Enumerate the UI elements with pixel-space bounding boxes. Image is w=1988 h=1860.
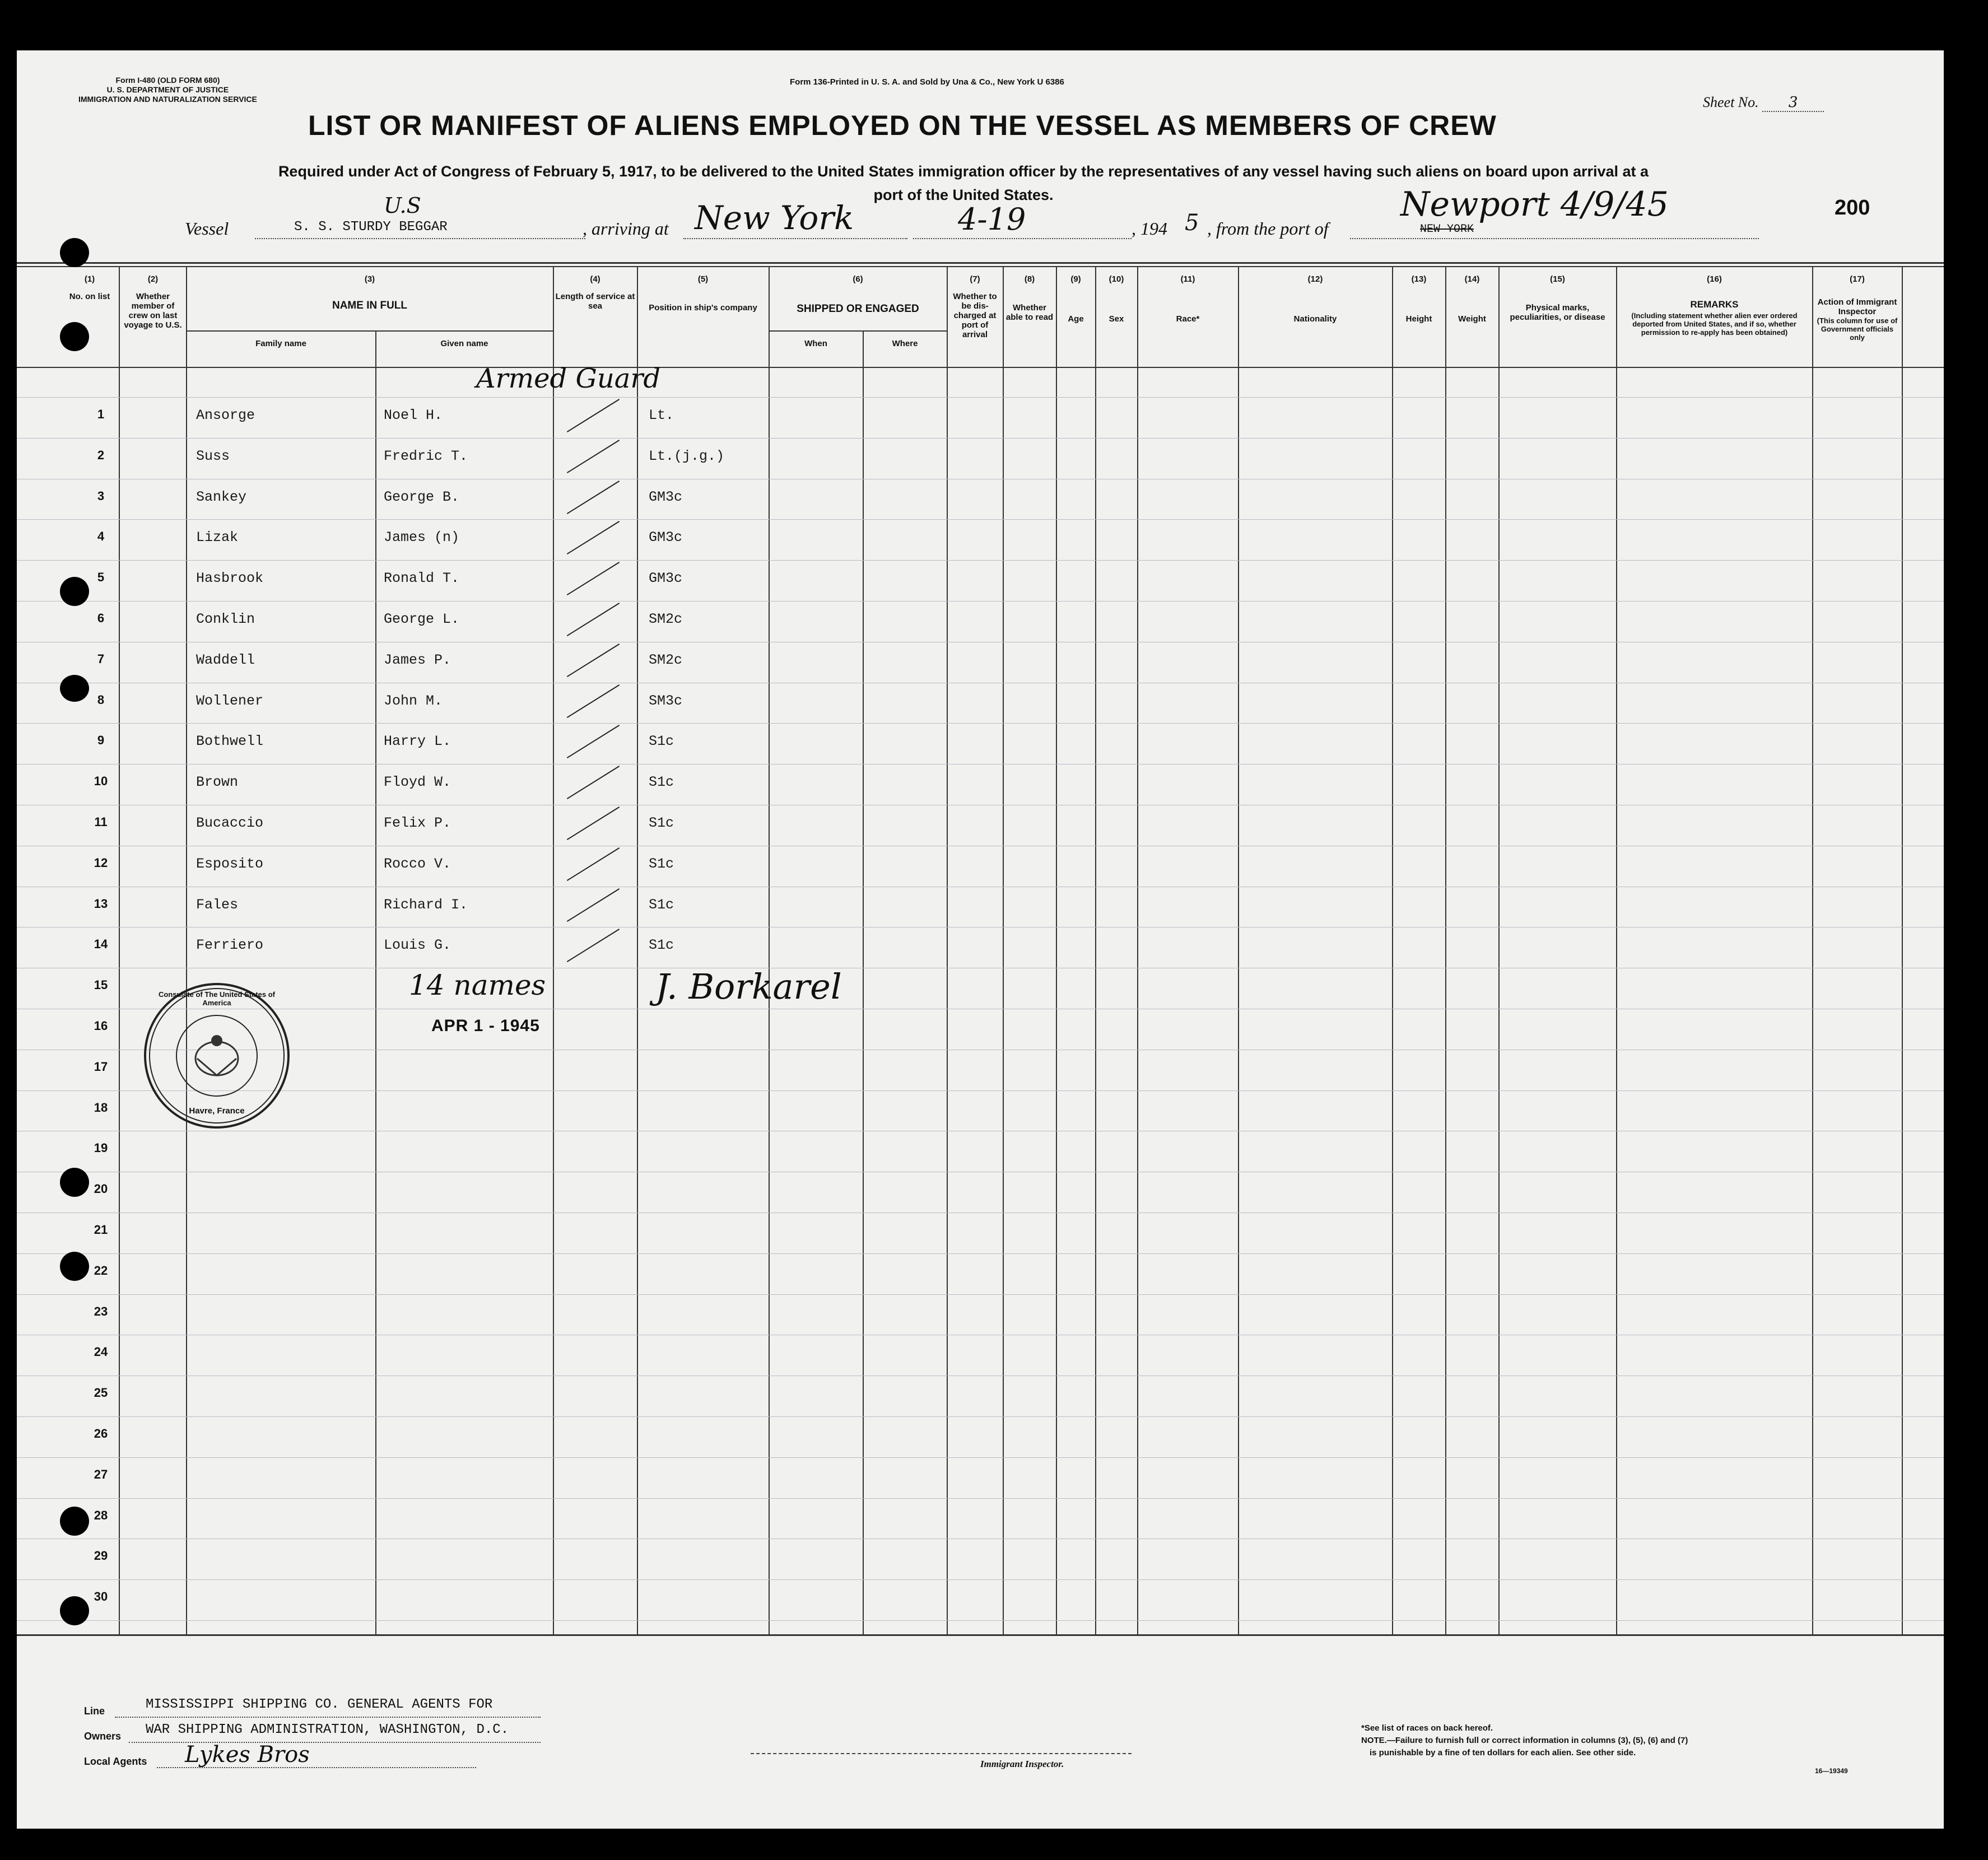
form-id-line3: IMMIGRATION AND NATURALIZATION SERVICE	[78, 95, 257, 104]
position: GM3c	[649, 489, 683, 505]
signature: J. Borkarel	[655, 966, 842, 1007]
col6-sub-when: When	[804, 339, 827, 348]
row-number: 12	[94, 856, 108, 870]
position: S1c	[649, 733, 674, 749]
col4-header: (4) Length of service at sea	[555, 274, 635, 311]
row-rule	[17, 560, 1944, 561]
col3-header: (3) NAME IN FULL	[332, 274, 408, 311]
service-dash-mark	[567, 725, 620, 758]
row-rule	[17, 1090, 1944, 1091]
col3-sub-family: Family name	[255, 339, 306, 348]
given-name: Rocco V.	[384, 856, 451, 872]
footer-owners-label: Owners	[84, 1731, 122, 1742]
given-name: John M.	[384, 693, 443, 709]
position: S1c	[649, 774, 674, 790]
position: Lt.(j.g.)	[649, 448, 725, 464]
from-port-typed: NEW YORK	[1420, 223, 1474, 236]
service-dash-mark	[567, 807, 620, 840]
given-name: Felix P.	[384, 815, 451, 831]
footer-agents-value: Lykes Bros	[185, 1742, 310, 1768]
vessel-prefix: U.S	[384, 193, 421, 218]
row-number: 25	[94, 1386, 108, 1400]
row-number: 5	[97, 570, 105, 584]
row-rule	[17, 1416, 1944, 1417]
position: SM2c	[649, 652, 683, 668]
service-dash-mark	[567, 603, 620, 636]
family-name: Suss	[196, 448, 230, 464]
col10-header: (10) Sex	[1109, 274, 1124, 324]
row-rule	[17, 1498, 1944, 1499]
sheet-number: 3	[1762, 94, 1824, 112]
footer-notes	[1361, 1722, 1899, 1759]
row-number: 21	[94, 1223, 108, 1237]
punch-hole	[60, 1168, 89, 1197]
row-number: 3	[97, 489, 105, 503]
punch-hole	[60, 1252, 89, 1281]
from-port-handwritten: Newport 4/9/45	[1400, 185, 1669, 224]
subtitle-line2: port of the United States.	[873, 187, 1054, 203]
sheet-number-field	[1703, 94, 1824, 112]
form-id-line2: U. S. DEPARTMENT OF JUSTICE	[106, 85, 229, 94]
service-dash-mark	[567, 399, 620, 432]
given-name: James (n)	[384, 529, 460, 546]
date-stamp: APR 1 - 1945	[431, 1017, 540, 1035]
punch-hole	[60, 322, 89, 351]
service-dash-mark	[567, 440, 620, 473]
col6-header: (6) SHIPPED OR ENGAGED	[797, 274, 919, 315]
service-dash-mark	[567, 766, 620, 799]
row-number: 30	[94, 1589, 108, 1603]
position: GM3c	[649, 570, 683, 586]
col17-header: (17) Action of Immigrant Inspector (This column for use of Government officials only	[1817, 274, 1898, 342]
row-rule	[17, 1253, 1944, 1254]
seal-text-bottom: Havre, France	[189, 1106, 245, 1116]
row-number: 7	[97, 652, 105, 666]
col6-sub-where: Where	[892, 339, 918, 348]
family-name: Bothwell	[196, 733, 264, 749]
family-name: Sankey	[196, 489, 247, 505]
service-dash-mark	[567, 929, 620, 962]
row-number: 23	[94, 1304, 108, 1318]
col13-header: (13) Height	[1405, 274, 1432, 324]
col1-header: (1) No. on list	[69, 274, 110, 301]
row-number: 16	[94, 1019, 108, 1033]
position: S1c	[649, 937, 674, 953]
col7-header: (7) Whether to be dis-charged at port of arrival	[953, 274, 997, 339]
footer-note3: is punishable by a fine of ten dollars for each alien. See other side.	[1370, 1748, 1636, 1758]
row-number: 27	[94, 1467, 108, 1481]
vessel-name: S. S. STURDY BEGGAR	[294, 220, 448, 235]
given-name: George L.	[384, 611, 460, 627]
arrival-date: 4-19	[958, 202, 1026, 237]
row-number: 13	[94, 897, 108, 911]
punch-hole	[60, 1507, 89, 1536]
service-dash-mark	[567, 684, 620, 718]
row-number: 18	[94, 1101, 108, 1115]
row-number: 10	[94, 774, 108, 788]
given-name: James P.	[384, 652, 451, 668]
row-number: 8	[97, 693, 105, 707]
col8-header: (8) Whether able to read	[1005, 274, 1054, 322]
family-name: Ansorge	[196, 407, 255, 423]
form-identification	[78, 76, 257, 104]
family-name: Bucaccio	[196, 815, 264, 831]
given-name: Floyd W.	[384, 774, 451, 790]
sheet-label: Sheet No.	[1703, 94, 1759, 110]
row-number: 17	[94, 1060, 108, 1074]
family-name: Brown	[196, 774, 239, 790]
col9-header: (9) Age	[1068, 274, 1084, 324]
stamp-number: 200	[1835, 196, 1870, 220]
punch-hole	[60, 238, 89, 267]
row-number: 6	[97, 611, 105, 625]
family-name: Hasbrook	[196, 570, 264, 586]
manifest-sheet	[17, 50, 1944, 1829]
footer-line-label: Line	[84, 1705, 105, 1717]
row-number: 29	[94, 1549, 108, 1563]
service-dash-mark	[567, 562, 620, 595]
position: S1c	[649, 897, 674, 913]
given-name: Harry L.	[384, 733, 451, 749]
year-prefix: , 194	[1132, 218, 1167, 239]
given-name: Richard I.	[384, 897, 468, 913]
row-number: 9	[97, 733, 105, 747]
position: S1c	[649, 815, 674, 831]
col15-header: (15) Physical marks, peculiarities, or disease	[1510, 274, 1605, 322]
vessel-label: Vessel	[185, 218, 229, 239]
row-number: 28	[94, 1508, 108, 1522]
col14-header: (14) Weight	[1458, 274, 1486, 324]
row-rule	[17, 601, 1944, 602]
position: GM3c	[649, 529, 683, 546]
arriving-port: New York	[695, 199, 854, 237]
given-name: Fredric T.	[384, 448, 468, 464]
col16-header: (16) REMARKS (Including statement whether alien ever ordered deported from United States, and if so, whether permission to re-apply has been obtained)	[1631, 274, 1798, 337]
col3-sub-given: Given name	[440, 339, 488, 348]
inspector-label: Immigrant Inspector.	[980, 1759, 1064, 1769]
row-rule	[17, 1579, 1944, 1580]
row-number: 14	[94, 937, 108, 951]
given-name: Ronald T.	[384, 570, 460, 586]
col11-header: (11) Race*	[1176, 274, 1200, 324]
row-rule	[17, 438, 1944, 439]
arriving-label: , arriving at	[583, 218, 669, 239]
col2-header: (2) Whether member of crew on last voyage to U.S.	[124, 274, 182, 330]
position: S1c	[649, 856, 674, 872]
row-rule	[17, 519, 1944, 520]
row-number: 20	[94, 1182, 108, 1196]
position: SM2c	[649, 611, 683, 627]
family-name: Fales	[196, 897, 239, 913]
punch-hole	[60, 675, 89, 702]
footer-form-code: 16—19349	[1815, 1767, 1848, 1775]
footer-line-value: MISSISSIPPI SHIPPING CO. GENERAL AGENTS FOR	[146, 1697, 493, 1712]
position: Lt.	[649, 407, 674, 423]
section-heading: Armed Guard	[476, 363, 661, 394]
row-rule	[17, 1294, 1944, 1295]
footer-note2: NOTE.—Failure to furnish full or correct information in columns (3), (5), (6) and (7)	[1361, 1736, 1688, 1745]
given-name: Noel H.	[384, 407, 443, 423]
service-dash-mark	[567, 644, 620, 677]
count-annotation: 14 names	[409, 969, 546, 1001]
consulate-seal	[141, 980, 292, 1131]
family-name: Wollener	[196, 693, 264, 709]
row-number: 1	[97, 407, 105, 421]
footer-agents-label: Local Agents	[84, 1756, 147, 1767]
footer-owners-value: WAR SHIPPING ADMINISTRATION, WASHINGTON, D.C.	[146, 1722, 509, 1737]
footer-note1: *See list of races on back hereof.	[1361, 1723, 1493, 1733]
row-rule	[17, 1620, 1944, 1621]
year-suffix: 5	[1185, 210, 1199, 236]
row-number: 15	[94, 978, 108, 992]
form-id-line1: Form I-480 (OLD FORM 680)	[115, 76, 220, 85]
family-name: Esposito	[196, 856, 264, 872]
row-rule	[17, 397, 1944, 398]
service-dash-mark	[567, 847, 620, 881]
family-name: Lizak	[196, 529, 239, 546]
row-rule	[17, 723, 1944, 724]
service-dash-mark	[567, 481, 620, 514]
page-title: LIST OR MANIFEST OF ALIENS EMPLOYED ON THE VESSEL AS MEMBERS OF CREW	[308, 110, 1497, 141]
row-rule	[17, 1457, 1944, 1458]
service-dash-mark	[567, 521, 620, 554]
printer-line: Form 136-Printed in U. S. A. and Sold by Una & Co., New York U 6386	[790, 77, 1064, 87]
col5-header: (5) Position in ship's company	[649, 274, 757, 313]
row-number: 26	[94, 1427, 108, 1441]
row-number: 19	[94, 1141, 108, 1155]
seal-text-top: Consulate of The United States of America	[158, 990, 275, 1007]
family-name: Ferriero	[196, 937, 264, 953]
row-number: 4	[97, 529, 105, 543]
punch-hole	[60, 577, 89, 606]
row-number: 2	[97, 448, 105, 462]
row-number: 11	[94, 815, 108, 829]
punch-hole	[60, 1596, 89, 1625]
from-label: , from the port of	[1207, 218, 1329, 239]
given-name: George B.	[384, 489, 460, 505]
subtitle-line1: Required under Act of Congress of February 5, 1917, to be delivered to the United States immigration officer by the representatives of any vessel having such aliens on board upon arrival at a	[278, 163, 1649, 180]
given-name: Louis G.	[384, 937, 451, 953]
service-dash-mark	[567, 888, 620, 922]
position: SM3c	[649, 693, 683, 709]
row-number: 22	[94, 1264, 108, 1278]
family-name: Waddell	[196, 652, 255, 668]
row-number: 24	[94, 1345, 108, 1359]
col12-header: (12) Nationality	[1293, 274, 1337, 324]
family-name: Conklin	[196, 611, 255, 627]
